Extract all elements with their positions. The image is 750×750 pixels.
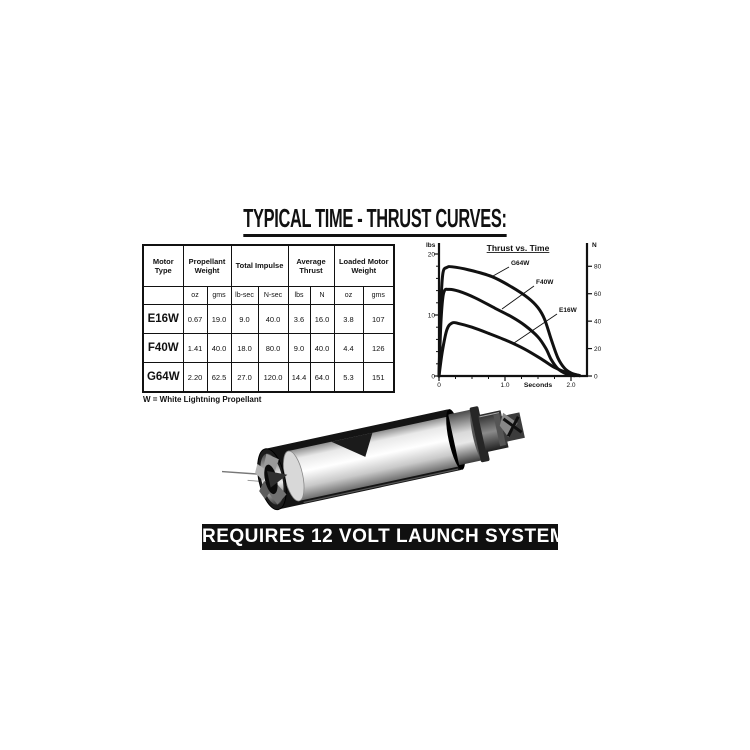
unit-label: oz xyxy=(183,287,207,305)
svg-text:80: 80 xyxy=(594,263,602,271)
svg-text:N: N xyxy=(592,242,597,249)
svg-text:10: 10 xyxy=(427,312,435,320)
motor-cutaway-illustration xyxy=(222,392,534,524)
spec-value-cell: 2.20 xyxy=(183,363,207,393)
spec-value-cell: 9.0 xyxy=(231,305,258,334)
spec-value-cell: 14.4 xyxy=(288,363,310,393)
motor-name-cell: F40W xyxy=(143,334,183,363)
chart-title: Thrust vs. Time xyxy=(486,243,550,253)
spec-value-cell: 3.8 xyxy=(334,305,363,334)
spec-value-cell: 16.0 xyxy=(310,305,334,334)
curve-g64w xyxy=(439,267,580,376)
motor-spec-table xyxy=(142,244,395,393)
curve-f40w xyxy=(439,289,574,376)
svg-text:Seconds: Seconds xyxy=(523,382,553,389)
unit-label: gms xyxy=(207,287,231,305)
spec-value-cell: 9.0 xyxy=(288,334,310,363)
spec-value-cell: 19.0 xyxy=(207,305,231,334)
svg-text:lbs: lbs xyxy=(426,242,436,249)
svg-text:0: 0 xyxy=(431,373,435,381)
unit-label: N-sec xyxy=(258,287,288,305)
series-label-f40w: F40W xyxy=(536,279,554,286)
svg-text:0: 0 xyxy=(594,373,598,381)
spec-value-cell: 120.0 xyxy=(258,363,288,393)
page-title xyxy=(0,205,750,237)
spec-value-cell: 18.0 xyxy=(231,334,258,363)
col-header-motor-type: Motor Type xyxy=(143,245,183,287)
thrust-time-chart xyxy=(424,238,614,396)
col-header-loaded-motor-weight: Loaded Motor Weight xyxy=(334,245,394,287)
svg-text:60: 60 xyxy=(594,291,602,299)
page-title-text: TYPICAL TIME - THRUST CURVES: xyxy=(243,205,506,237)
unit-label: lb-sec xyxy=(231,287,258,305)
curve-e16w xyxy=(439,322,580,376)
svg-text:2.0: 2.0 xyxy=(566,382,576,389)
table-row xyxy=(143,305,394,334)
spec-value-cell: 40.0 xyxy=(258,305,288,334)
spec-value-cell: 80.0 xyxy=(258,334,288,363)
spec-value-cell: 107 xyxy=(363,305,394,334)
motor-forward-closure xyxy=(442,395,528,471)
propellant-footnote: W = White Lightning Propellant xyxy=(143,395,262,404)
spec-value-cell: 5.3 xyxy=(334,363,363,393)
motor-name-cell: E16W xyxy=(143,305,183,334)
table-header-row xyxy=(143,245,394,287)
col-header-average-thrust: Average Thrust xyxy=(288,245,334,287)
table-row xyxy=(143,363,394,393)
svg-text:0: 0 xyxy=(437,382,441,389)
unit-label: oz xyxy=(334,287,363,305)
launch-system-banner: REQUIRES 12 VOLT LAUNCH SYSTEM xyxy=(202,524,558,550)
spec-value-cell: 64.0 xyxy=(310,363,334,393)
spec-value-cell: 27.0 xyxy=(231,363,258,393)
spec-value-cell: 126 xyxy=(363,334,394,363)
series-label-e16w: E16W xyxy=(559,307,577,314)
spec-value-cell: 0.67 xyxy=(183,305,207,334)
unit-label: N xyxy=(310,287,334,305)
spec-value-cell: 3.6 xyxy=(288,305,310,334)
table-row xyxy=(143,334,394,363)
svg-text:20: 20 xyxy=(427,251,435,259)
motor-name-cell: G64W xyxy=(143,363,183,393)
col-header-propellant-weight: Propellant Weight xyxy=(183,245,231,287)
svg-text:20: 20 xyxy=(594,345,602,353)
series-label-g64w: G64W xyxy=(511,260,530,267)
spec-value-cell: 40.0 xyxy=(310,334,334,363)
unit-label: lbs xyxy=(288,287,310,305)
spec-value-cell: 4.4 xyxy=(334,334,363,363)
table-units-row xyxy=(143,287,394,305)
svg-text:1.0: 1.0 xyxy=(500,382,510,389)
spec-value-cell: 151 xyxy=(363,363,394,393)
unit-label: gms xyxy=(363,287,394,305)
col-header-total-impulse: Total Impulse xyxy=(231,245,288,287)
spec-value-cell: 62.5 xyxy=(207,363,231,393)
empty-cell xyxy=(143,287,183,305)
svg-text:40: 40 xyxy=(594,318,602,326)
spec-value-cell: 1.41 xyxy=(183,334,207,363)
spec-value-cell: 40.0 xyxy=(207,334,231,363)
